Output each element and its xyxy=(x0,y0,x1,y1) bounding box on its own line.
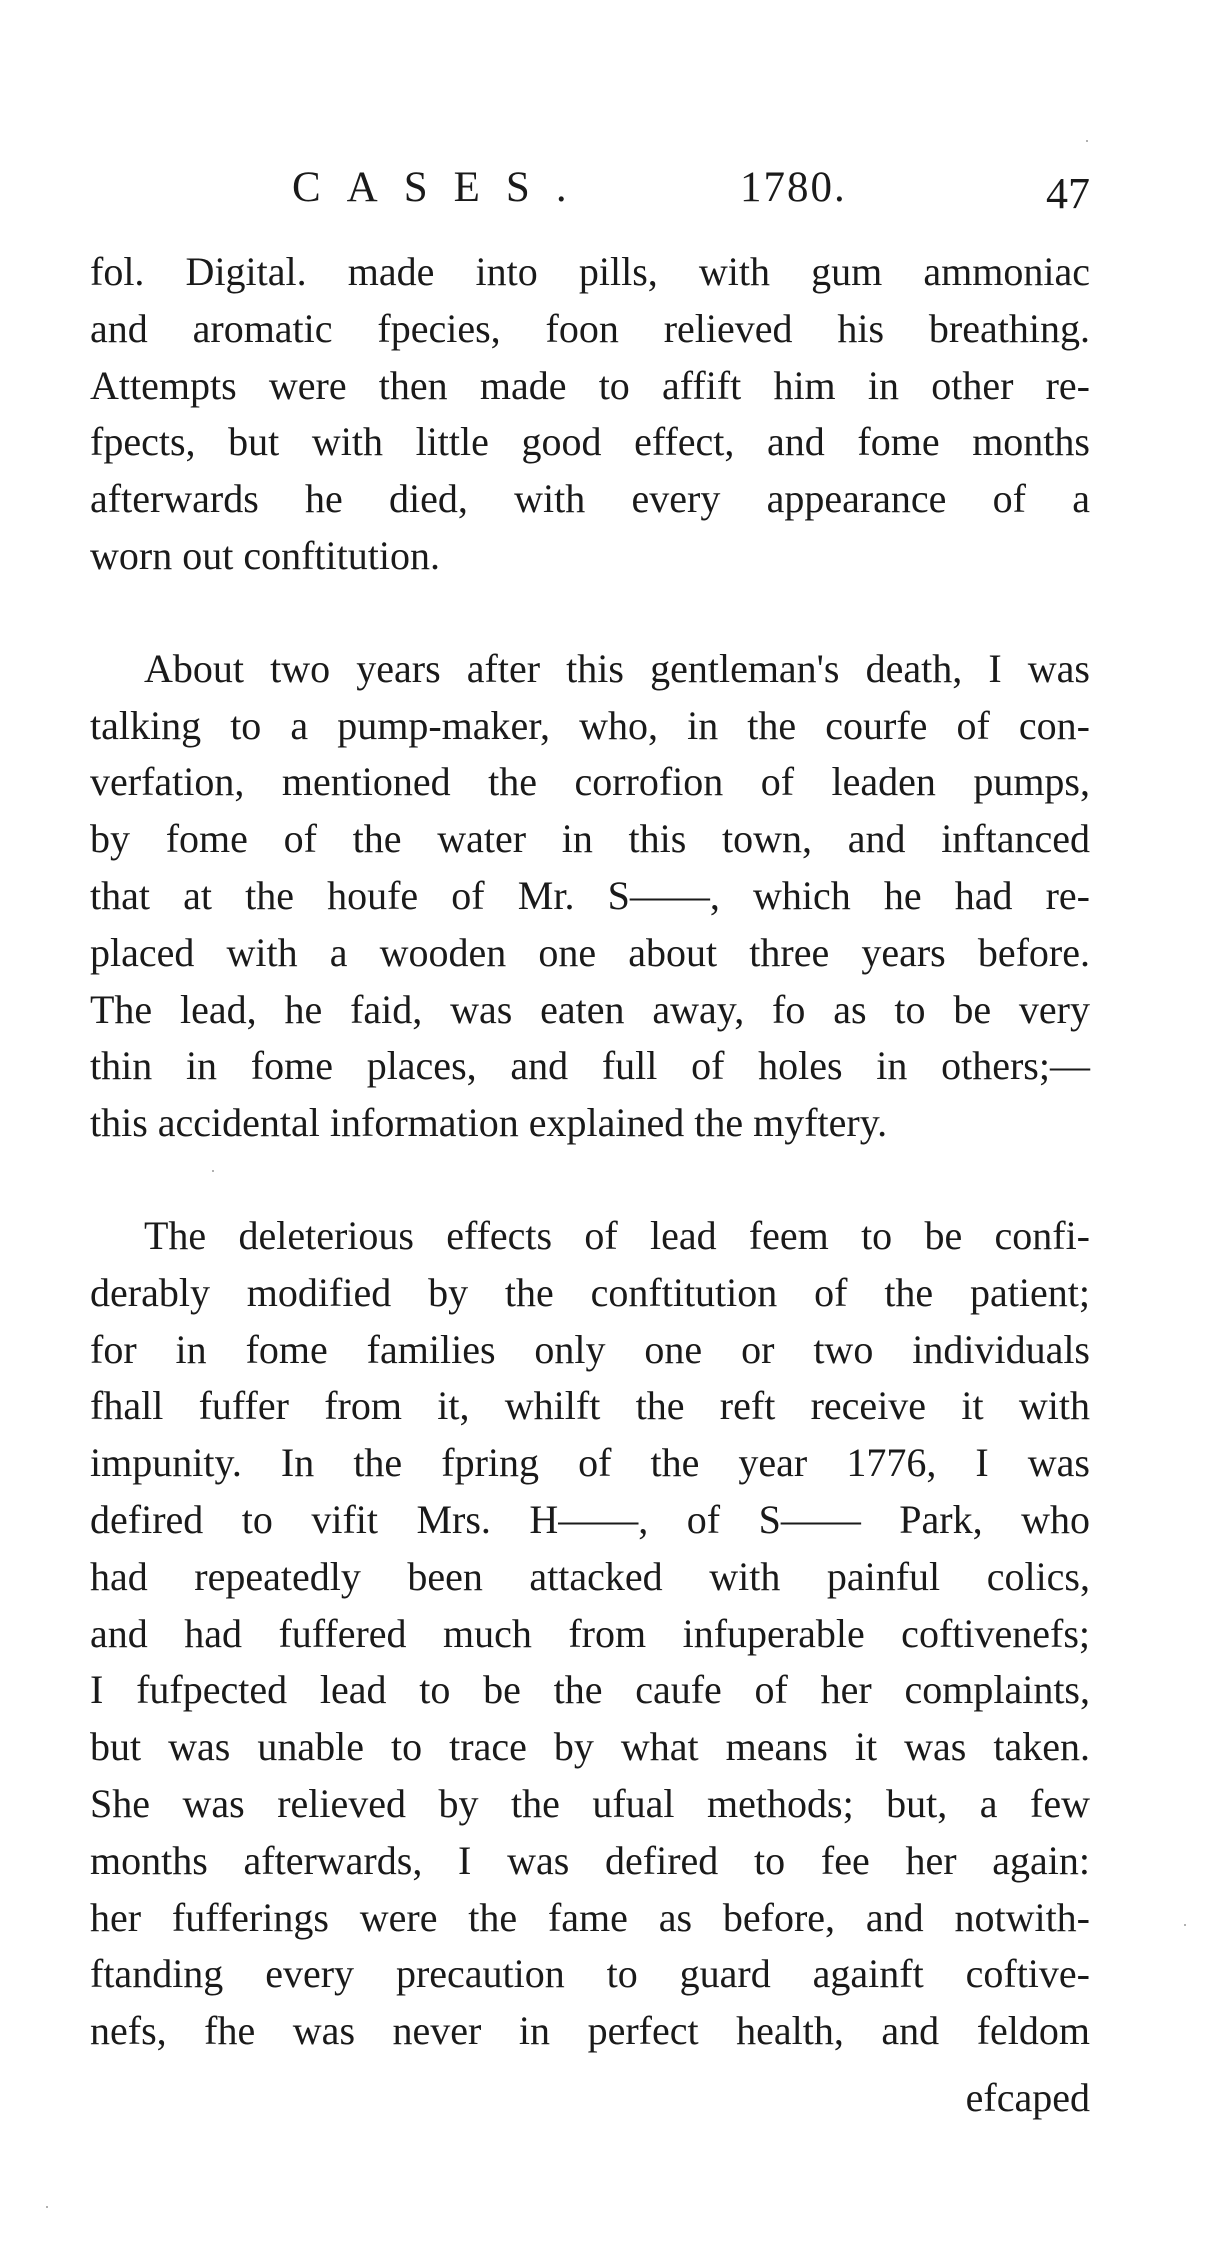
paragraph-pump-maker xyxy=(90,641,1090,1152)
text-line: talking to a pump-maker, who, in the courfe of con- xyxy=(90,702,1090,748)
text-line: I fufpected lead to be the caufe of her complaints, xyxy=(90,1667,1090,1713)
text-line: defired to vifit Mrs. H——, of S—— Park, who xyxy=(90,1496,1090,1542)
text-line: that at the houfe of Mr. S——, which he had re- xyxy=(90,872,1090,918)
text-line: About two years after this gentleman's death, I was xyxy=(144,645,1090,691)
text-line: She was relieved by the ufual methods; but, a few xyxy=(90,1780,1090,1826)
text-line: had repeatedly been attacked with painful colics, xyxy=(90,1553,1090,1599)
text-line: fpects, but with little good effect, and fome months xyxy=(90,419,1090,465)
paper-speck xyxy=(46,2206,48,2208)
text-line: fol. Digital. made into pills, with gum ammoniac xyxy=(90,249,1090,294)
text-line: for in fome families only one or two individuals xyxy=(90,1326,1090,1372)
text-line: placed with a wooden one about three years before. xyxy=(90,929,1090,975)
page-number: 47 xyxy=(1046,169,1090,218)
text-line: months afterwards, I was defired to fee her again: xyxy=(90,1837,1090,1883)
paragraph-deleterious-effects xyxy=(90,1208,1090,2060)
paper-speck xyxy=(212,1170,214,1172)
text-line: thin in fome places, and full of holes in others;— xyxy=(90,1043,1090,1089)
text-line: by fome of the water in this town, and inftanced xyxy=(90,816,1090,862)
text-line: Attempts were then made to affift him in other re- xyxy=(90,362,1090,408)
text-line: and aromatic fpecies, foon relieved his breathing. xyxy=(90,305,1090,351)
text-line: The lead, he faid, was eaten away, fo as to be very xyxy=(90,986,1090,1032)
text-line: fhall fuffer from it, whilft the reft receive it with xyxy=(90,1383,1090,1429)
text-line: her fufferings were the fame as before, and notwith- xyxy=(90,1894,1090,1940)
body-text xyxy=(90,244,1090,2060)
paper-speck xyxy=(1184,1924,1186,1926)
text-line: but was unable to trace by what means it was taken. xyxy=(90,1724,1090,1770)
page-header xyxy=(92,158,1090,218)
running-title: CASES. xyxy=(292,164,593,211)
text-line: The deleterious effects of lead feem to be confi- xyxy=(144,1212,1090,1258)
text-line: afterwards he died, with every appearance of a xyxy=(90,476,1090,522)
text-line: impunity. In the fpring of the year 1776, I was xyxy=(90,1440,1090,1486)
text-line: and had fuffered much from infuperable coftivenefs; xyxy=(90,1610,1090,1656)
paragraph-continuation xyxy=(90,244,1090,585)
text-line: worn out conftitution. xyxy=(90,532,440,578)
text-line: ftanding every precaution to guard againft coftive- xyxy=(90,1951,1090,1997)
text-line: derably modified by the conftitution of the patient; xyxy=(90,1269,1090,1315)
text-line: verfation, mentioned the corrofion of leaden pumps, xyxy=(90,759,1090,805)
text-line: nefs, fhe was never in perfect health, and feldom xyxy=(90,2008,1090,2054)
text-line: this accidental information explained the myftery. xyxy=(90,1100,888,1146)
header-year: 1780. xyxy=(740,164,847,211)
paper-speck xyxy=(1086,140,1088,142)
catchword: efcaped xyxy=(965,2075,1090,2120)
